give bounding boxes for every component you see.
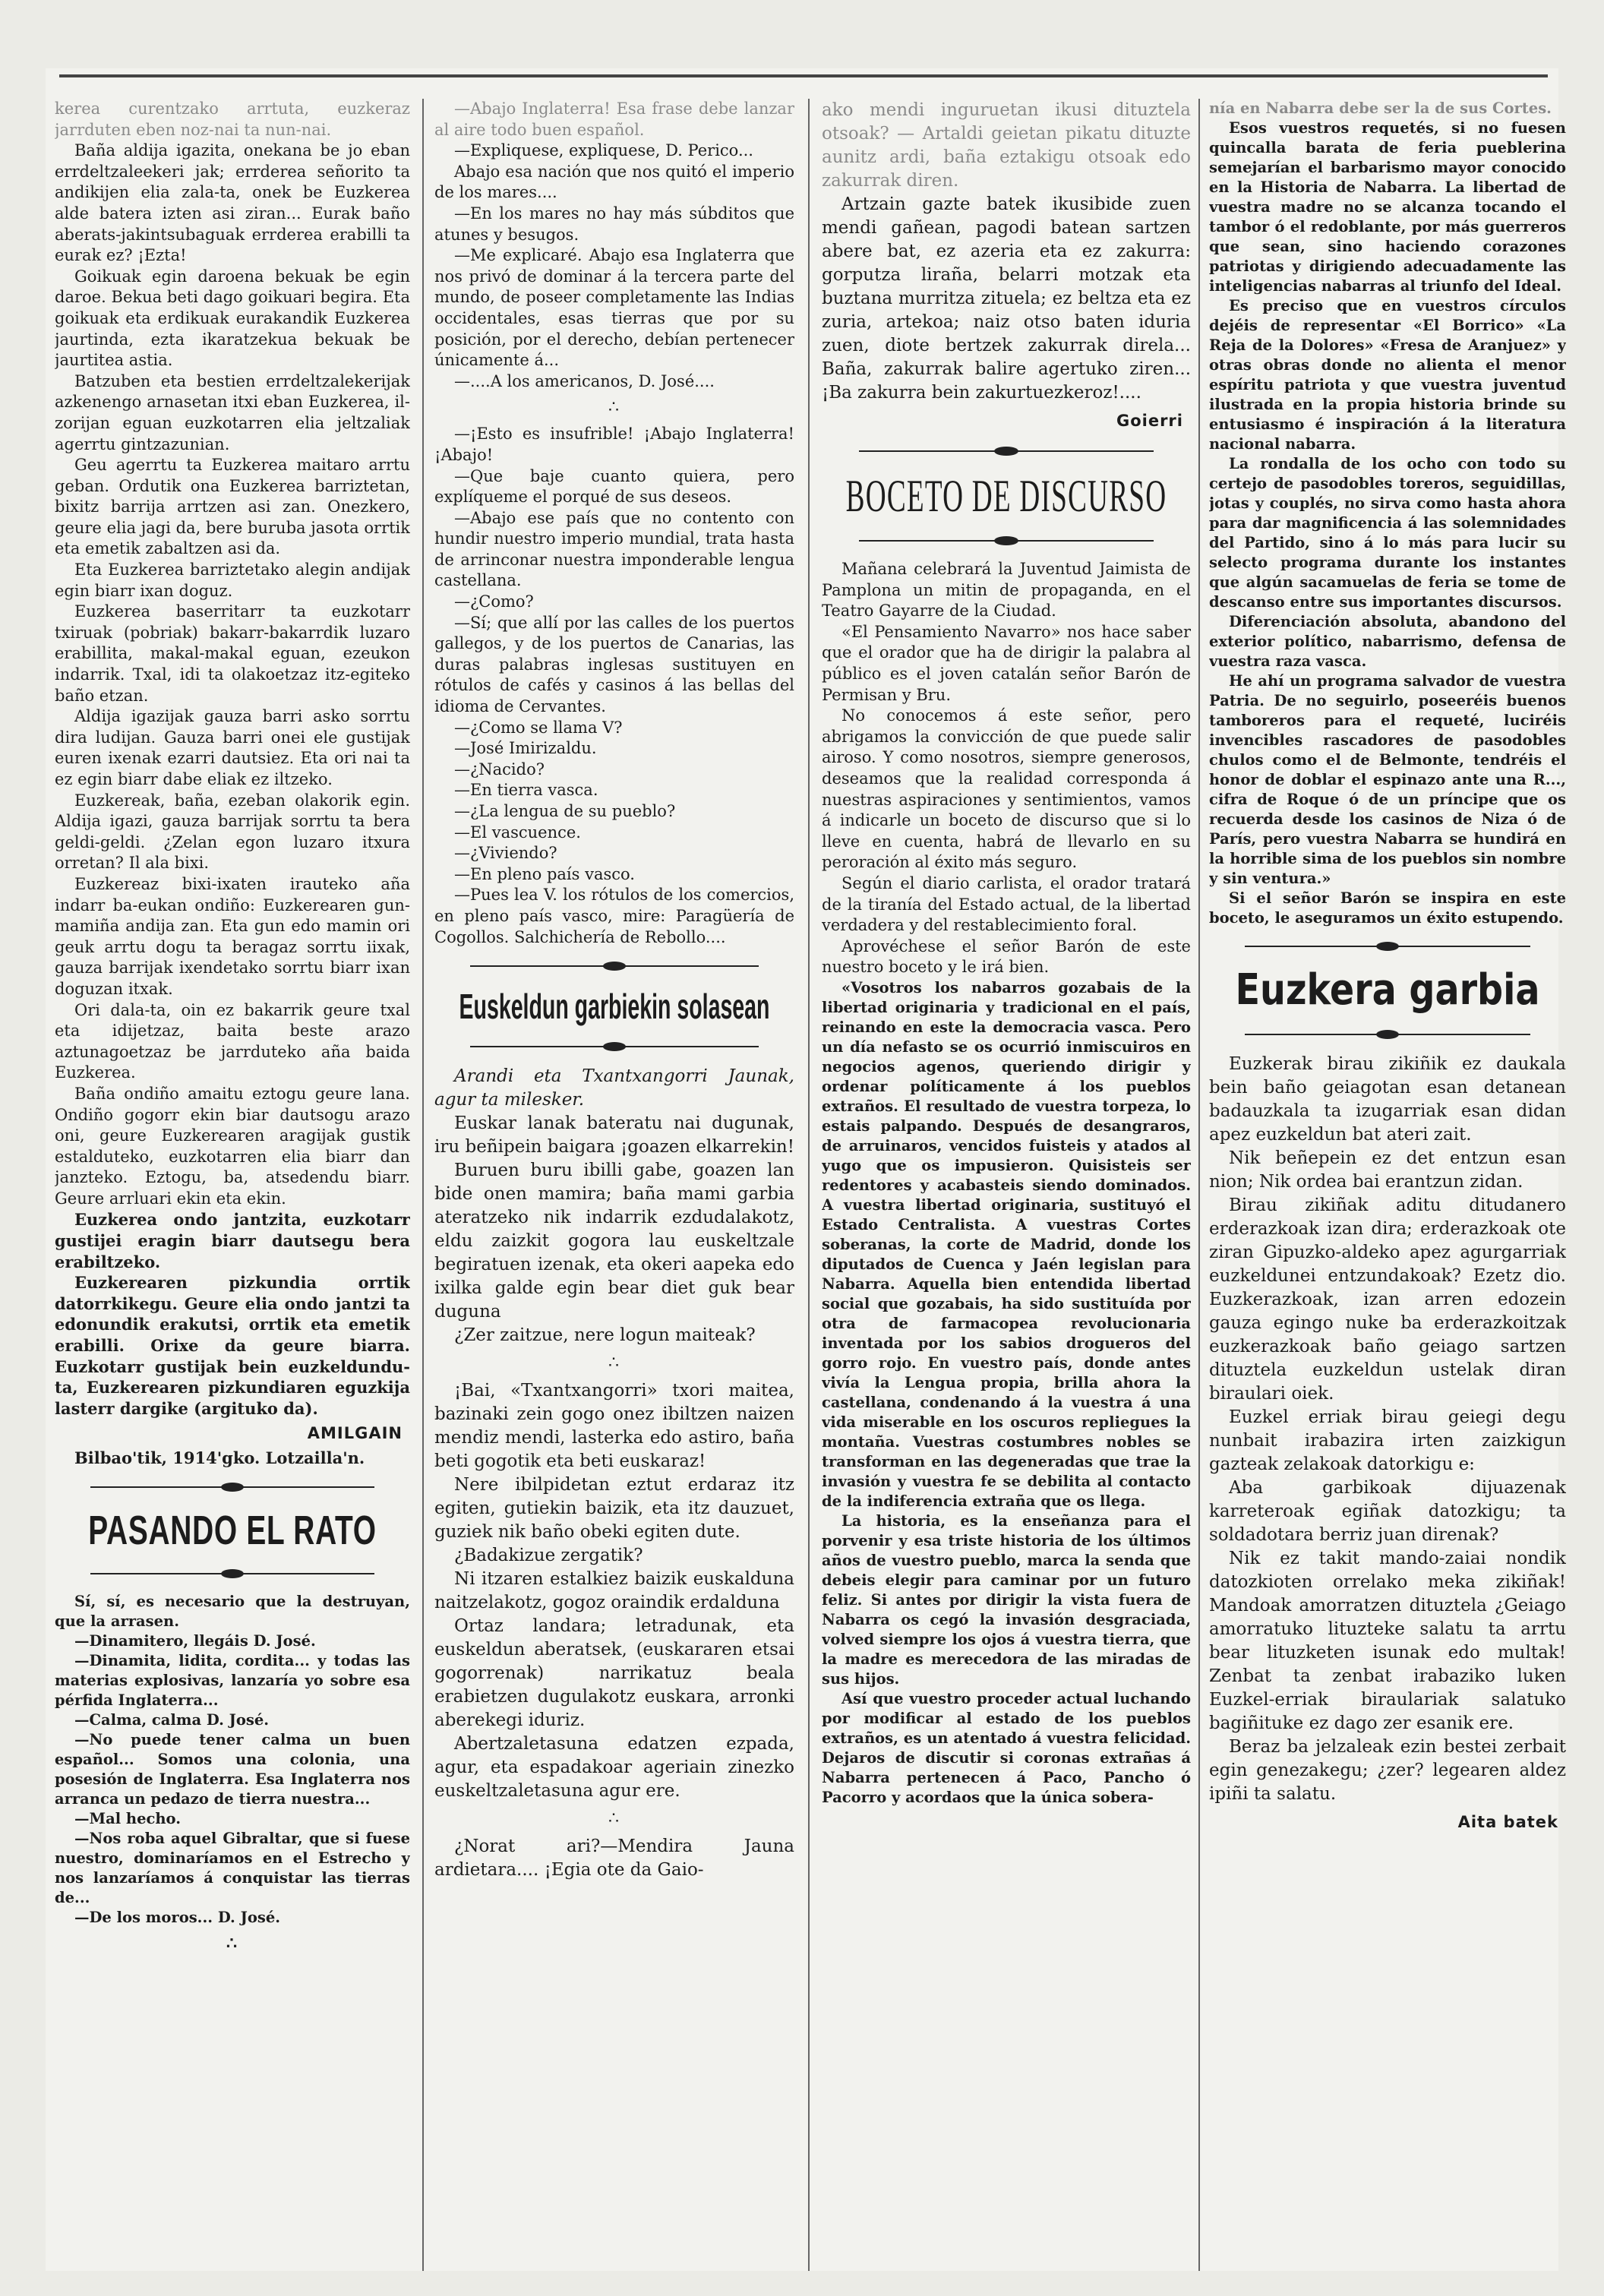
euzkerea-article (55, 99, 410, 1469)
paragraph: ¿Zer zaitzue, nere logun maiteak? (454, 1325, 756, 1346)
paragraph: —Dinamitero, llegáis D. José. (74, 1631, 316, 1650)
paragraph: Mañana celebrará la Juventud Jaimista de Pamplona un mitin de propaganda, en el Teatro Gayarre de la Ciudad. (822, 560, 1191, 621)
paragraph: «Vosotros los nabarros gozabais de la libertad originaria y tradicional en el país, reinando en este la democracia vasca. Pero un día nefasto se os ocurrió inmiscuiros en negocios agenos, queriendo dirigir y ordenar políticamente á los pueblos extraños. El resultado de vuestra torpeza, lo estais palpando. Después de desangraros, de arruinaros, vencidos fuisteis y atados al yugo que os impusieron. Quisisteis ser redentores y acabasteis siendo dominados. A vuestra libertad originaria, sustituyó el Estado Centralista. A vuestras Cortes soberanas, la corte de Madrid, donde los diputados de Cuenca y Jaén legislan para Nabarra. Aquella bien entendida libertad social que gozabais, ha sido sustituída por otra de farmacopea revolucionaria inventada por los sabios drogueros del gorro rojo. En vuestro país, donde antes vivía la Lengua propia, brilla ahora la castellana, condenando á la vuestra á una vida miserable en los oscuros repliegues la montaña. Vuestras costumbres nobles se transforman en las degeneradas que trae la invasión y vuestra fe se debilita al contacto de la indiferencia extraña que os llega. (822, 978, 1191, 1510)
paragraph: Euzkereaz bixi-ixaten irauteko aña indarr ba-eukan ondiño: Euzkerearen gun-mamiña andija zan. Eta gun edo mamin ori geuk arrtu dogu ta beragaz sorrtu iixak, gauza barrijak ixendetako sorrtu biarr ixan doguzan itxak. (55, 874, 410, 998)
paragraph: Si el señor Barón se inspira en este boceto, le aseguramos un éxito estupendo. (1209, 889, 1566, 927)
paragraph: —Calma, calma D. José. (74, 1710, 270, 1729)
paragraph: —Abajo ese país que no contento con hundir nuestro imperio mundial, trata hasta de arrinconar nuestra imponderable lengua castellana. (434, 508, 794, 590)
signature-aita-batek: Aita batek (1457, 1813, 1558, 1831)
paragraph: —Pues lea V. los rótulos de los comercios, en pleno país vasco, mire: Paragüería de Cogollos. Salchichería de Rebollo.... (434, 886, 794, 946)
paragraph: Euskar lanak bateratu nai dugunak, iru beñipein baigara ¡goazen elkarrekin! (434, 1113, 794, 1157)
paragraph: Así que vuestro proceder actual luchando por modificar al estado de los pueblos extraños, es un atentado á vuestra felicidad. Dejaros de discutir si coronas extrañas á Nabarra pertenecen á Paco, Pancho ó Pacorro y acordaos que la única sobera- (822, 1689, 1191, 1806)
pasando-continuation (434, 99, 794, 948)
column-3 (822, 99, 1191, 2271)
paragraph: Euzkerearen pizkundia orrtik datorrkikegu. Geure elia ondo jantzi ta edonundik erakutsi, orrtik eta emetik erabilli. Orixe da geure biarra. Euzkotarr gustijak bein euzkeldundu-ta, Euzkerearen pizkundiaren eguzkija lasterr dargike (argituko da). (55, 1273, 410, 1418)
headline-boceto-de-discurso: BOCETO DE DISCURSO (845, 471, 1167, 521)
paragraph: —Que baje cuanto quiera, pero explíqueme el porqué de sus deseos. (434, 466, 794, 507)
paragraph: —No puede tener calma un buen español... Somos una colonia, una posesión de Inglaterra. Esa Inglaterra nos arranca un pedazo de tierra nuestra... (55, 1730, 410, 1808)
column-rule-1 (422, 99, 424, 2271)
paragraph: Abajo esa nación que nos quitó el imperio de los mares.... (434, 162, 794, 202)
paragraph: Nik beñepein ez det entzun esan nion; Nik ordea bai erantzun zidan. (1209, 1148, 1566, 1192)
paragraph: —Abajo Inglaterra! Esa frase debe lanzar al aire todo buen español. (434, 99, 794, 139)
paragraph: nía en Nabarra debe ser la de sus Cortes. (1209, 99, 1552, 117)
paragraph: La historia, es la enseñanza para el porvenir y esa triste historia de los últimos años de vuestro pueblo, marca la senda que debeis elegir para caminar por un futuro feliz. Si antes por dirigir la vista fuera de Nabarra os cegó la invasión desgraciada, volved siempre los ojos á vuestra tierra, que la madre es merecedora de las miradas de sus hijos. (822, 1511, 1191, 1688)
paragraph: Sí, sí, es necesario que la destruyan, que la arrasen. (55, 1592, 410, 1630)
paragraph: —....A los americanos, D. José.... (454, 371, 715, 390)
top-rule (59, 74, 1548, 77)
paragraph: —En los mares no hay más súbditos que atunes y besugos. (434, 204, 794, 244)
paragraph: —Dinamita, lidita, cordita... y todas las materias explosivas, lanzaría yo sobre esa pérfida Inglaterra... (55, 1651, 410, 1709)
asterism: ∴ (608, 1809, 620, 1829)
paragraph: Goikuak egin daroena bekuak be egin daroe. Bekua beti dago goikuari begira. Eta goikuak eta erdikuak eurakandik Euzkerea jaurtinda, ezta ikaratzekua bekuak be jaurtitea astia. (55, 267, 410, 370)
ornament-divider (90, 1480, 374, 1495)
dateline: Bilbao'tik, 1914'gko. Lotzailla'n. (74, 1448, 365, 1467)
asterism: ∴ (608, 1353, 620, 1373)
paragraph: Baña ondiño amaitu eztogu geure lana. Ondiño gogorr ekin biar dautsogu arazo oni, geure Euzkerearen aragijak gustik estalduteko, euzkotarren elia biarr dan janzteko. Eztogu, ba, atsedendu biarr. Geure arrluari ekin eta ekin. (55, 1084, 410, 1208)
headline-euskeldun-garbiekin: Euskeldun garbiekin solasean (459, 987, 770, 1027)
otsoak-article (822, 99, 1191, 433)
euzkera-garbia-article (1209, 1053, 1566, 1834)
paragraph: La rondalla de los ocho con todo su certejo de pasodobles toreros, seguidillas, jotas y couplés, no sirva como hasta ahora para dar magnificencia á las solemnidades del Partido, sino á lo más para lucir su selecto programa durante los instantes que algún sacamuelas de feria se tome de descanso entre sus importantes discursos. (1209, 455, 1566, 611)
paragraph: Aldija igazijak gauza barri asko sorrtu dira ludijan. Gauza barri onei ele gustijak euren ixenak ezarri dautsiez. Eta ori nai ta ez egin biarr dabe eliak ez iltzeko. (55, 707, 410, 788)
pasando-article (55, 1592, 410, 1955)
paragraph: —Expliquese, expliquese, D. Perico... (454, 141, 753, 160)
paragraph: —De los moros... D. José. (74, 1908, 281, 1926)
paragraph: ¡Bai, «Txantxangorri» txori maitea, bazinaki zein gogo onez ibiltzen naizen mendiz mendi, lasterka edo astiro, baña beti gogotik eta beti euskaraz! (434, 1381, 794, 1472)
paragraph: Euzkerea baserritarr ta euzkotarr txiruak (pobriak) bakarr-bakarrdik luzaro erabillita, makal-makal eguan, ezeukon indarrik. Txal, idi ta olakoetzaz itz-egiteko baño etzan. (55, 602, 410, 705)
solasean-article (434, 1065, 794, 1882)
headline-pasando-el-rato: PASANDO EL RATO (88, 1507, 377, 1553)
paragraph: kerea curentzako arrtuta, euzkeraz jarrduten eben noz-nai ta nun-nai. (55, 99, 410, 139)
paragraph: Según el diario carlista, el orador tratará de la tiranía del Estado actual, de la libertad verdadera y del restablecimiento foral. (822, 873, 1191, 935)
paragraph: —¿Viviendo? (454, 844, 557, 863)
paragraph: Batzuben eta bestien errdeltzalekerijak azkenengo arnasetan itxi eban Euzkerea, il-zorijan eguan euzkotarren elia jeltzaliak agerrtu gintzazunian. (55, 371, 410, 453)
column-2 (434, 99, 794, 2271)
paragraph: No conocemos á este señor, pero abrigamos la convicción de que puede salir airoso. Y como nosotros, siempre generosos, deseamos que la realidad corresponda á nuestras aspiraciones y sentimientos, vamos á indicarle un boceto de discurso que si lo lleve en cuenta, habrá de llevarlo en su peroración al éxito más seguro. (822, 706, 1191, 872)
ornament-divider (470, 1039, 758, 1054)
paragraph: Nik ez takit mando-zaiai nondik datozkioten orrelako meka zikiñak! Mandoak amorratzen dituztela ¿Geiago amorratuko lituzteke salatu ta arrtu bear lituzketen isunak edo multak! Zenbat ta zenbat irabaziko luken Euzkel-erriak biraulariak salatuko bagiñituke ez dago zer esanik ere. (1209, 1549, 1566, 1733)
asterism: ∴ (608, 398, 620, 418)
paragraph: Aprovéchese el señor Barón de este nuestro boceto y le irá bien. (822, 936, 1191, 977)
paragraph: Artzain gazte batek ikusibide zuen mendi gañean, pagodi batean sartzen abere bat, ez azeria eta ez zakurra: gorputza liraña, belarri motzak eta buztana murritza zituela; ez beltza eta ez zuria, artekoa; naiz otso baten iduria zuen, diote bertzek zakurrak direla... Baña, zakurrak balire agertuko ziren... ¡Ba zakurra bein zakurtuezkeroz!.... (822, 194, 1191, 403)
ornament-divider (859, 533, 1154, 548)
column-rule-2 (808, 99, 810, 2271)
paragraph: Ni itzaren estalkiez baizik euskalduna naitzelakotz, gogoz oraindik erdalduna (434, 1569, 794, 1613)
ornament-divider (470, 959, 758, 974)
paragraph: Arandi eta Txantxangorri Jaunak, agur ta milesker. (434, 1066, 794, 1110)
paragraph: —Nos roba aquel Gibraltar, que si fuese nuestro, dominaríamos en el Estrecho y nos lanzaríamos á conquistar las tierras de... (55, 1829, 410, 1906)
paragraph: Ori dala-ta, oin ez bakarrik geure txal eta idijetzaz, baita beste arazo aztunagoetzaz be jarrduteko aña baida Euzkerea. (55, 1000, 410, 1082)
paragraph: —¿La lengua de su pueblo? (454, 802, 676, 820)
paragraph: —¿Como se llama V? (454, 718, 623, 737)
paragraph: Beraz ba jelzaleak ezin bestei zerbait egin genezakegu; ¿zer? legearen aldez ipiñi ta salatu. (1209, 1737, 1566, 1804)
paragraph: Eta Euzkerea barriztetako alegin andijak egin biarr ixan doguz. (55, 561, 410, 600)
paragraph: Esos vuestros requetés, si no fuesen quincalla barata de feria pueblerina semejarían el barbarismo mayor conocido en la Historia de Nabarra. La libertad de vuestra madre no se alcanza tocando el tambor ó el redoblante, por más guerreros que sean, sino haciendo corazones patriotas y dirigiendo adecuadamente las inteligencias nabarras al triunfo del Ideal. (1209, 119, 1566, 295)
paragraph: Nere ibilpidetan eztut erdaraz itz egiten, gutiekin baizik, eta itz dauzuet, guziek nik baño obeki egiten dute. (434, 1475, 794, 1543)
paragraph: Euzkel erriak birau geiegi degu nunbait irabazira irten zaizkigun gazteak zelakoak datorkigu e: (1209, 1407, 1566, 1474)
paragraph: «El Pensamiento Navarro» nos hace saber que el orador que ha de dirigir la palabra al público es el joven catalán señor Barón de Permisan y Bru. (822, 622, 1191, 704)
headline-euzkera-garbia: Euzkera garbia (1235, 965, 1540, 1015)
paragraph: Ortaz landara; letradunak, eta euskeldun aberatsek, (euskararen etsai gogorrenak) narrikatuz beala erabietzen dugulakotz euskara, arronki aberekegi iduriz. (434, 1616, 794, 1731)
column-1 (55, 99, 410, 2271)
paragraph: ¿Norat ari?—Mendira Jauna ardietara.... ¡Egia ote da Gaio- (434, 1836, 794, 1881)
paragraph: —José Imirizaldu. (454, 739, 597, 758)
paragraph: —En tierra vasca. (454, 781, 598, 800)
column-4 (1209, 99, 1566, 2271)
boceto-continuation (1209, 99, 1566, 928)
paragraph: He ahí un programa salvador de vuestra Patria. De no seguirlo, poseeréis buenos tamboreros para el requeté, luciréis invencibles rascadores de pasodobles chulos como el de Belmonte, tendréis el honor de doblar el espinazo ante una R..., cifra de Roque ó de un príncipe que os recuerda desde los casinos de Niza ó de París, pero vuestra Nabarra se hundirá en la horrible sima de los pueblos sin nombre y sin ventura.» (1209, 672, 1566, 887)
paragraph: —¡Esto es insufrible! ¡Abajo Inglaterra! ¡Abajo! (434, 425, 794, 464)
paragraph: Euzkerea ondo jantzita, euzkotarr gustijei eragin biarr dautsegu bera erabiltzeko. (55, 1210, 410, 1271)
paragraph: Buruen buru ibilli gabe, goazen lan bide onen mamira; baña mami garbia ateratzeko nik indarrik ezdudalakotz, eldu zaizkit gogora lau euskeltzale begiratuen izenak, eta okeri aapeka edo ixilka galde egin bear diet guk bear duguna (434, 1161, 794, 1322)
boceto-article (822, 559, 1191, 1808)
signature-goierri: Goierri (1116, 412, 1183, 430)
paragraph: —En pleno país vasco. (454, 864, 635, 883)
paragraph: Abertzaletasuna edatzen ezpada, agur, eta espadakoar ageriain zinezko euskeltzaletasuna agur ere. (434, 1734, 794, 1802)
ornament-divider (1245, 1027, 1530, 1042)
paragraph: Baña aldija igazita, onekana be jo eban errdeltzaleekeri jak; errderea señorito ta andikijen elia zala-ta, onek be Euzkerea alde batera izten asi ziran... Eurak baño aberats-jakintsubaguak errderea erabilli ta eurak ez? ¡Ezta! (55, 141, 410, 265)
paragraph: —¿Como? (454, 592, 534, 611)
signature-amilgain: AMILGAIN (307, 1424, 403, 1443)
paragraph: —¿Nacido? (454, 760, 545, 778)
paragraph: ¿Badakizue zergatik? (454, 1546, 643, 1566)
paragraph: Es preciso que en vuestros círculos dejéis de representar «El Borrico» «La Reja de la Dolores» «Fresa de Aranjuez» y otras obras donde no alienta el menor espíritu patriota y que vuestra juventud ilustrada en la propia historia brinde su entusiasmo é inspiración á la literatura nacional nabarra. (1209, 297, 1566, 453)
paragraph: —Mal hecho. (74, 1809, 182, 1827)
ornament-divider (859, 444, 1154, 459)
paragraph: Birau zikiñak aditu ditudanero erderazkoak izan dira; erderazkoak ote ziran Gipuzko-aldeko apez agurgarriak euzkeldunei entzundakoak? Ezetz dio. Euzkerazkoak, izan arren edozein gauza egingo nuke ba erderazkoitzak euzkerazkoak baño geiago sartzen dituztela euzkeldun ustelak diran biraulari oiek. (1209, 1195, 1566, 1404)
paragraph: —El vascuence. (454, 823, 581, 842)
paragraph: —Sí; que allí por las calles de los puertos gallegos, y de los puertos de Canarias, las duras palabras inglesas sustituyen en rótulos de cafés y casinos á las bellas del idioma de Cervantes. (434, 613, 794, 716)
column-rule-3 (1198, 99, 1200, 2271)
paragraph: Aba garbikoak dijuazenak karreteroak egiñak datozkigu; ta soldadotara berriz juan direnak? (1209, 1478, 1566, 1545)
ornament-divider (1245, 939, 1530, 954)
paragraph: Diferenciación absoluta, abandono del exterior político, nabarrismo, defensa de vuestra raza vasca. (1209, 613, 1566, 670)
asterism: ∴ (226, 1933, 238, 1953)
paragraph: ako mendi inguruetan ikusi dituztela otsoak? — Artaldi geietan pikatu dituzte aunitz ardi, baña eztakigu otsoak edo zakurrak diren. (822, 100, 1191, 191)
paragraph: Euzkereak, baña, ezeban olakorik egin. Aldija igazi, gauza barrijak sorrtu ta bera geldi-geldi. ¿Zelan egon luzaro itxura orretan? Il ala bixi. (55, 791, 410, 873)
paragraph: Geu agerrtu ta Euzkerea maitaro arrtu geban. Ordutik ona Euzkerea barriztetan, bixitz barrija arrtzen asi zan. Onezkero, geure elia jagi da, bere buruba jasota orrtik eta emetik zabaltzen asi da. (55, 456, 410, 558)
paragraph: —Me explicaré. Abajo esa Inglaterra que nos privó de dominar á la tercera parte del mundo, de poseer completamente las Indias occidentales, esas tierras que por su posición, por el derecho, debían pertenecer únicamente á... (434, 246, 794, 370)
paragraph: Euzkerak birau zikiñik ez daukala bein baño geiagotan esan detanean badauzkala ta izugarriak esan didan apez euzkeldun bat ateri zait. (1209, 1054, 1566, 1145)
ornament-divider (90, 1566, 374, 1581)
